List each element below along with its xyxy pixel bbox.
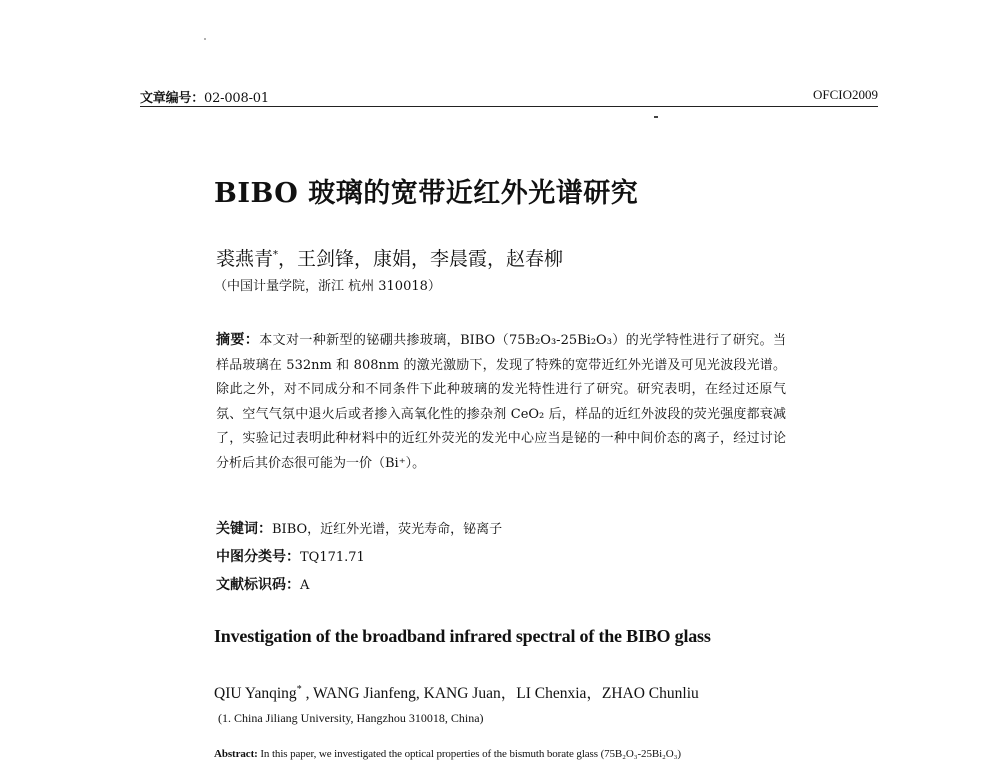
scan-speck: [204, 38, 206, 40]
authors-chinese: [216, 244, 563, 271]
coauthors-cn: ，王剑锋，康娟，李晨霞，赵春柳: [278, 248, 564, 270]
clc-line: [216, 546, 365, 566]
affiliation-chinese: （中国计量学院，浙江 杭州 310018）: [214, 279, 441, 294]
scan-mark: [654, 116, 658, 118]
clc-label: 中图分类号：: [216, 549, 300, 565]
header-rule: [140, 106, 878, 107]
keywords-text: BIBO，近红外光谱，荧光寿命，铋离子: [272, 522, 503, 537]
article-number-line: [140, 87, 269, 106]
first-author-cn: 裘燕青: [216, 248, 274, 270]
first-author-en: QIU Yanqing: [214, 685, 297, 702]
coauthors-en: , WANG Jianfeng, KANG Juan，LI Chenxia，ZHAO Chunliu: [301, 685, 699, 702]
corresponding-mark-en: *: [296, 683, 302, 695]
abstract-english: [214, 748, 681, 760]
abstract-text-en: In this paper, we investigated the optical properties of the bismuth borate glass (75B₂O₃-25Bi₂O₃): [257, 748, 681, 760]
authors-english: [214, 681, 699, 703]
title-english: Investigation of the broadband infrared spectral of the BIBO glass: [214, 626, 711, 646]
doc-code-label: 文献标识码：: [216, 577, 300, 593]
keywords-label: 关键词：: [216, 521, 272, 537]
abstract-chinese: [216, 328, 786, 477]
affiliation-english: (1. China Jiliang University, Hangzhou 310018, China): [218, 711, 484, 725]
doc-code-line: [216, 574, 309, 594]
clc-number: TQ171.71: [300, 550, 365, 565]
conference-code: OFCIO2009: [812, 87, 878, 102]
corresponding-mark-cn: *: [273, 249, 279, 261]
abstract-text-cn: 本文对一种新型的铋硼共掺玻璃，BIBO（75B₂O₃-25Bi₂O₃）的光学特性进行了研究。当样品玻璃在 532nm 和 808nm 的激光激励下，发现了特殊的宽带近红外光谱及可见光波段光谱。除此之外，对不同成分和不同条件下此种玻璃的发光特性进行了研究。研究表明，在经过还原气氛、空气气氛中退火后或者掺入高氧化性的掺杂剂 CeO₂ 后，样品的近红外波段的荧光强度都衰减了，实验记过表明此种材料中的近红外荧光的发光中心应当是铋的一种中间价态的离子，经过讨论分析后其价态很可能为一价（Bi⁺）。: [216, 333, 787, 471]
running-header: [140, 87, 878, 105]
article-number: 02-008-01: [204, 91, 269, 106]
keywords-line: [216, 518, 502, 538]
title-chinese: BIBO 玻璃的宽带近红外光谱研究: [214, 178, 639, 209]
doc-code: A: [300, 578, 310, 593]
article-number-label: 文章编号：: [140, 91, 205, 106]
abstract-label-en: Abstract:: [214, 748, 258, 760]
abstract-label-cn: 摘要：: [216, 332, 260, 348]
